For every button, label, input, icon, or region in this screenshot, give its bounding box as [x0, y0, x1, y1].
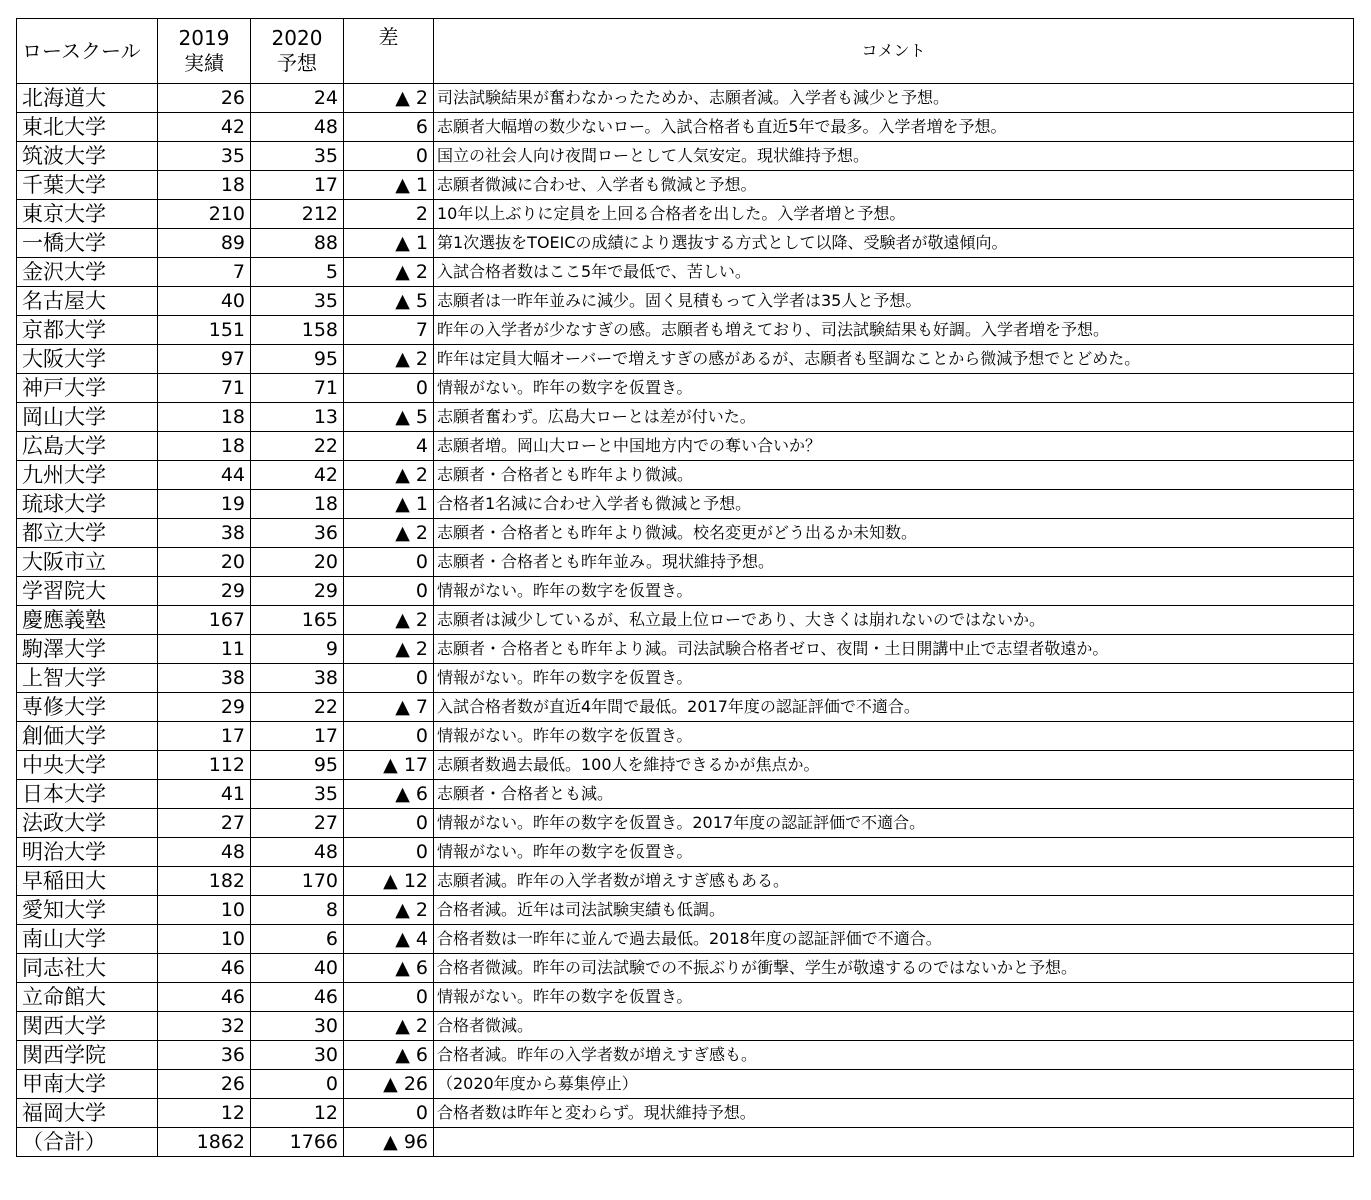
- cell-difference: 0: [344, 722, 434, 751]
- cell-2019-actual: 29: [158, 577, 251, 606]
- cell-comment: 10年以上ぶりに定員を上回る合格者を出した。入学者増と予想。: [434, 200, 1354, 229]
- cell-2020-forecast: 48: [251, 113, 344, 142]
- cell-difference: 2: [344, 200, 434, 229]
- cell-comment: 合格者微減。: [434, 1012, 1354, 1041]
- cell-school-name: 慶應義塾: [17, 606, 158, 635]
- cell-2019-actual: 36: [158, 1041, 251, 1070]
- cell-comment: （2020年度から募集停止）: [434, 1070, 1354, 1099]
- cell-school-name: 東北大学: [17, 113, 158, 142]
- cell-comment: 合格者減。近年は司法試験実績も低調。: [434, 896, 1354, 925]
- cell-comment: 第1次選抜をTOEICの成績により選抜する方式として以降、受験者が敬遠傾向。: [434, 229, 1354, 258]
- cell-2019-actual: 10: [158, 896, 251, 925]
- header-row: [17, 19, 1354, 84]
- cell-comment: 志願者減。昨年の入学者数が増えすぎ感もある。: [434, 867, 1354, 896]
- cell-school-name: 専修大学: [17, 693, 158, 722]
- table-row: [17, 1128, 1354, 1157]
- cell-2020-forecast: 95: [251, 345, 344, 374]
- cell-2020-forecast: 35: [251, 780, 344, 809]
- header-2019-label: 実績: [184, 51, 224, 75]
- table-row: [17, 345, 1354, 374]
- table-row: [17, 983, 1354, 1012]
- cell-school-name: 琉球大学: [17, 490, 158, 519]
- cell-comment: 志願者奮わず。広島大ローとは差が付いた。: [434, 403, 1354, 432]
- cell-2019-actual: 18: [158, 432, 251, 461]
- cell-school-name: 東京大学: [17, 200, 158, 229]
- cell-comment: 志願者・合格者とも昨年並み。現状維持予想。: [434, 548, 1354, 577]
- cell-school-name: 福岡大学: [17, 1099, 158, 1128]
- cell-2020-forecast: 38: [251, 664, 344, 693]
- cell-school-name: 立命館大: [17, 983, 158, 1012]
- cell-school-name: 愛知大学: [17, 896, 158, 925]
- cell-comment: 昨年は定員大幅オーバーで増えすぎの感があるが、志願者も堅調なことから微減予想でとどめた。: [434, 345, 1354, 374]
- cell-difference: ▲ 2: [344, 635, 434, 664]
- cell-difference: ▲ 1: [344, 229, 434, 258]
- cell-difference: ▲ 2: [344, 519, 434, 548]
- cell-2019-actual: 32: [158, 1012, 251, 1041]
- table-row: [17, 548, 1354, 577]
- cell-school-name: 京都大学: [17, 316, 158, 345]
- cell-2019-actual: 20: [158, 548, 251, 577]
- cell-comment: 司法試験結果が奮わなかったためか、志願者減。入学者も減少と予想。: [434, 84, 1354, 113]
- cell-comment: 入試合格者数が直近4年間で最低。2017年度の認証評価で不適合。: [434, 693, 1354, 722]
- cell-comment: 合格者微減。昨年の司法試験での不振ぶりが衝撃、学生が敬遠するのではないかと予想。: [434, 954, 1354, 983]
- cell-2020-forecast: 212: [251, 200, 344, 229]
- cell-2020-forecast: 35: [251, 142, 344, 171]
- header-2020-label: 予想: [277, 51, 317, 75]
- cell-difference: ▲ 2: [344, 461, 434, 490]
- table-row: [17, 780, 1354, 809]
- cell-school-name: 広島大学: [17, 432, 158, 461]
- cell-2019-actual: 29: [158, 693, 251, 722]
- cell-2019-actual: 12: [158, 1099, 251, 1128]
- cell-2020-forecast: 48: [251, 838, 344, 867]
- cell-2019-actual: 41: [158, 780, 251, 809]
- cell-2019-actual: 46: [158, 954, 251, 983]
- table-row: [17, 171, 1354, 200]
- cell-2020-forecast: 27: [251, 809, 344, 838]
- cell-school-name: 早稲田大: [17, 867, 158, 896]
- header-2020-year: 2020: [271, 26, 323, 50]
- table-row: [17, 1012, 1354, 1041]
- header-2019-actual: [158, 19, 251, 84]
- cell-difference: 4: [344, 432, 434, 461]
- table-row: [17, 432, 1354, 461]
- cell-comment: 志願者微減に合わせ、入学者も微減と予想。: [434, 171, 1354, 200]
- header-2019-year: 2019: [178, 26, 230, 50]
- table-row: [17, 635, 1354, 664]
- cell-school-name: 大阪市立: [17, 548, 158, 577]
- cell-comment: 合格者減。昨年の入学者数が増えすぎ感も。: [434, 1041, 1354, 1070]
- cell-difference: 0: [344, 374, 434, 403]
- cell-comment: 情報がない。昨年の数字を仮置き。: [434, 838, 1354, 867]
- cell-school-name: 明治大学: [17, 838, 158, 867]
- cell-2019-actual: 1862: [158, 1128, 251, 1157]
- cell-comment: 情報がない。昨年の数字を仮置き。: [434, 983, 1354, 1012]
- cell-school-name: 北海道大: [17, 84, 158, 113]
- cell-2019-actual: 35: [158, 142, 251, 171]
- table-row: [17, 142, 1354, 171]
- cell-difference: ▲ 1: [344, 490, 434, 519]
- table-row: [17, 925, 1354, 954]
- cell-2019-actual: 44: [158, 461, 251, 490]
- cell-2020-forecast: 22: [251, 432, 344, 461]
- table-row: [17, 84, 1354, 113]
- cell-difference: 0: [344, 1099, 434, 1128]
- cell-2020-forecast: 29: [251, 577, 344, 606]
- cell-2019-actual: 97: [158, 345, 251, 374]
- cell-school-name: 同志社大: [17, 954, 158, 983]
- table-row: [17, 113, 1354, 142]
- cell-comment: 情報がない。昨年の数字を仮置き。: [434, 577, 1354, 606]
- header-2020-forecast: [251, 19, 344, 84]
- cell-school-name: 上智大学: [17, 664, 158, 693]
- cell-school-name: 甲南大学: [17, 1070, 158, 1099]
- table-row: [17, 954, 1354, 983]
- cell-comment: 志願者・合格者とも昨年より微減。: [434, 461, 1354, 490]
- cell-2019-actual: 27: [158, 809, 251, 838]
- cell-school-name: 駒澤大学: [17, 635, 158, 664]
- cell-difference: ▲ 5: [344, 403, 434, 432]
- cell-2020-forecast: 36: [251, 519, 344, 548]
- cell-2019-actual: 182: [158, 867, 251, 896]
- cell-2020-forecast: 9: [251, 635, 344, 664]
- cell-2019-actual: 48: [158, 838, 251, 867]
- cell-2020-forecast: 170: [251, 867, 344, 896]
- table-row: [17, 1099, 1354, 1128]
- cell-2019-actual: 10: [158, 925, 251, 954]
- cell-school-name: 創価大学: [17, 722, 158, 751]
- table-row: [17, 200, 1354, 229]
- cell-2019-actual: 18: [158, 171, 251, 200]
- table-row: [17, 1070, 1354, 1099]
- cell-comment: 志願者は減少しているが、私立最上位ローであり、大きくは崩れないのではないか。: [434, 606, 1354, 635]
- cell-comment: 合格者1名減に合わせ入学者も微減と予想。: [434, 490, 1354, 519]
- cell-2019-actual: 26: [158, 84, 251, 113]
- cell-comment: 情報がない。昨年の数字を仮置き。: [434, 722, 1354, 751]
- cell-difference: ▲ 6: [344, 954, 434, 983]
- cell-difference: ▲ 6: [344, 780, 434, 809]
- cell-comment: 国立の社会人向け夜間ローとして人気安定。現状維持予想。: [434, 142, 1354, 171]
- cell-2020-forecast: 18: [251, 490, 344, 519]
- cell-2020-forecast: 6: [251, 925, 344, 954]
- cell-2020-forecast: 88: [251, 229, 344, 258]
- header-comment: コメント: [434, 19, 1354, 84]
- table-row: [17, 896, 1354, 925]
- cell-difference: 0: [344, 664, 434, 693]
- cell-comment: 情報がない。昨年の数字を仮置き。: [434, 664, 1354, 693]
- cell-comment: 入試合格者数はここ5年で最低で、苦しい。: [434, 258, 1354, 287]
- table-row: [17, 809, 1354, 838]
- law-school-table: [16, 18, 1354, 1157]
- cell-school-name: （合計）: [17, 1128, 158, 1157]
- cell-2019-actual: 112: [158, 751, 251, 780]
- table-body: [17, 84, 1354, 1157]
- cell-2020-forecast: 46: [251, 983, 344, 1012]
- cell-difference: 0: [344, 838, 434, 867]
- table-row: [17, 722, 1354, 751]
- table-row: [17, 606, 1354, 635]
- cell-comment: 志願者・合格者とも昨年より減。司法試験合格者ゼロ、夜間・土日開講中止で志望者敬遠か。: [434, 635, 1354, 664]
- table-row: [17, 751, 1354, 780]
- cell-2019-actual: 167: [158, 606, 251, 635]
- cell-school-name: 中央大学: [17, 751, 158, 780]
- table-row: [17, 664, 1354, 693]
- cell-school-name: 神戸大学: [17, 374, 158, 403]
- cell-2020-forecast: 5: [251, 258, 344, 287]
- cell-difference: ▲ 5: [344, 287, 434, 316]
- cell-difference: 0: [344, 548, 434, 577]
- cell-2020-forecast: 165: [251, 606, 344, 635]
- cell-difference: ▲ 6: [344, 1041, 434, 1070]
- cell-2019-actual: 89: [158, 229, 251, 258]
- table-row: [17, 867, 1354, 896]
- table-row: [17, 316, 1354, 345]
- cell-comment: 志願者・合格者とも減。: [434, 780, 1354, 809]
- cell-difference: ▲ 2: [344, 896, 434, 925]
- cell-difference: ▲ 2: [344, 345, 434, 374]
- cell-2020-forecast: 30: [251, 1012, 344, 1041]
- cell-2019-actual: 40: [158, 287, 251, 316]
- cell-comment: 情報がない。昨年の数字を仮置き。2017年度の認証評価で不適合。: [434, 809, 1354, 838]
- cell-comment: 合格者数は昨年と変わらず。現状維持予想。: [434, 1099, 1354, 1128]
- cell-difference: 7: [344, 316, 434, 345]
- cell-2020-forecast: 8: [251, 896, 344, 925]
- cell-school-name: 金沢大学: [17, 258, 158, 287]
- cell-2019-actual: 17: [158, 722, 251, 751]
- cell-2020-forecast: 0: [251, 1070, 344, 1099]
- cell-2019-actual: 7: [158, 258, 251, 287]
- cell-2020-forecast: 158: [251, 316, 344, 345]
- cell-school-name: 一橋大学: [17, 229, 158, 258]
- table-row: [17, 1041, 1354, 1070]
- cell-difference: ▲ 17: [344, 751, 434, 780]
- table-row: [17, 838, 1354, 867]
- cell-2020-forecast: 30: [251, 1041, 344, 1070]
- cell-comment: 情報がない。昨年の数字を仮置き。: [434, 374, 1354, 403]
- table-row: [17, 374, 1354, 403]
- cell-school-name: 学習院大: [17, 577, 158, 606]
- cell-school-name: 千葉大学: [17, 171, 158, 200]
- cell-2020-forecast: 71: [251, 374, 344, 403]
- cell-2019-actual: 46: [158, 983, 251, 1012]
- table-row: [17, 403, 1354, 432]
- cell-difference: 0: [344, 809, 434, 838]
- cell-difference: ▲ 26: [344, 1070, 434, 1099]
- cell-2019-actual: 19: [158, 490, 251, 519]
- cell-2019-actual: 42: [158, 113, 251, 142]
- table-row: [17, 519, 1354, 548]
- cell-comment: 志願者は一昨年並みに減少。固く見積もって入学者は35人と予想。: [434, 287, 1354, 316]
- cell-difference: 6: [344, 113, 434, 142]
- table-row: [17, 490, 1354, 519]
- cell-difference: 0: [344, 577, 434, 606]
- cell-2020-forecast: 42: [251, 461, 344, 490]
- cell-difference: ▲ 2: [344, 258, 434, 287]
- cell-2019-actual: 151: [158, 316, 251, 345]
- cell-difference: ▲ 2: [344, 1012, 434, 1041]
- cell-school-name: 岡山大学: [17, 403, 158, 432]
- cell-comment: 志願者・合格者とも昨年より微減。校名変更がどう出るか未知数。: [434, 519, 1354, 548]
- table-row: [17, 577, 1354, 606]
- cell-difference: ▲ 2: [344, 606, 434, 635]
- table-row: [17, 287, 1354, 316]
- cell-2020-forecast: 95: [251, 751, 344, 780]
- cell-comment: 志願者増。岡山大ローと中国地方内での奪い合いか？: [434, 432, 1354, 461]
- cell-difference: 0: [344, 142, 434, 171]
- cell-difference: ▲ 1: [344, 171, 434, 200]
- cell-difference: ▲ 96: [344, 1128, 434, 1157]
- cell-difference: 0: [344, 983, 434, 1012]
- cell-2020-forecast: 13: [251, 403, 344, 432]
- cell-2020-forecast: 22: [251, 693, 344, 722]
- cell-school-name: 日本大学: [17, 780, 158, 809]
- cell-school-name: 関西学院: [17, 1041, 158, 1070]
- cell-2020-forecast: 1766: [251, 1128, 344, 1157]
- table-row: [17, 461, 1354, 490]
- cell-comment: [434, 1128, 1354, 1157]
- cell-2019-actual: 71: [158, 374, 251, 403]
- cell-2019-actual: 11: [158, 635, 251, 664]
- cell-2020-forecast: 40: [251, 954, 344, 983]
- cell-comment: 合格者数は一昨年に並んで過去最低。2018年度の認証評価で不適合。: [434, 925, 1354, 954]
- table-row: [17, 258, 1354, 287]
- cell-school-name: 名古屋大: [17, 287, 158, 316]
- cell-2019-actual: 38: [158, 519, 251, 548]
- cell-2019-actual: 38: [158, 664, 251, 693]
- cell-comment: 志願者数過去最低。100人を維持できるかが焦点か。: [434, 751, 1354, 780]
- cell-2020-forecast: 12: [251, 1099, 344, 1128]
- cell-2020-forecast: 35: [251, 287, 344, 316]
- cell-difference: ▲ 7: [344, 693, 434, 722]
- cell-difference: ▲ 2: [344, 84, 434, 113]
- table-row: [17, 229, 1354, 258]
- cell-school-name: 関西大学: [17, 1012, 158, 1041]
- cell-2020-forecast: 17: [251, 171, 344, 200]
- cell-comment: 昨年の入学者が少なすぎの感。志願者も増えており、司法試験結果も好調。入学者増を予想。: [434, 316, 1354, 345]
- header-law-school: ロースクール: [17, 19, 158, 84]
- cell-2020-forecast: 24: [251, 84, 344, 113]
- cell-2020-forecast: 20: [251, 548, 344, 577]
- cell-comment: 志願者大幅増の数少ないロー。入試合格者も直近5年で最多。入学者増を予想。: [434, 113, 1354, 142]
- table-header: [17, 19, 1354, 84]
- cell-school-name: 法政大学: [17, 809, 158, 838]
- header-difference: 差: [344, 19, 434, 84]
- cell-school-name: 都立大学: [17, 519, 158, 548]
- table-row: [17, 693, 1354, 722]
- cell-2019-actual: 26: [158, 1070, 251, 1099]
- cell-difference: ▲ 4: [344, 925, 434, 954]
- cell-school-name: 大阪大学: [17, 345, 158, 374]
- cell-school-name: 南山大学: [17, 925, 158, 954]
- cell-school-name: 九州大学: [17, 461, 158, 490]
- cell-school-name: 筑波大学: [17, 142, 158, 171]
- cell-2020-forecast: 17: [251, 722, 344, 751]
- cell-2019-actual: 210: [158, 200, 251, 229]
- cell-2019-actual: 18: [158, 403, 251, 432]
- cell-difference: ▲ 12: [344, 867, 434, 896]
